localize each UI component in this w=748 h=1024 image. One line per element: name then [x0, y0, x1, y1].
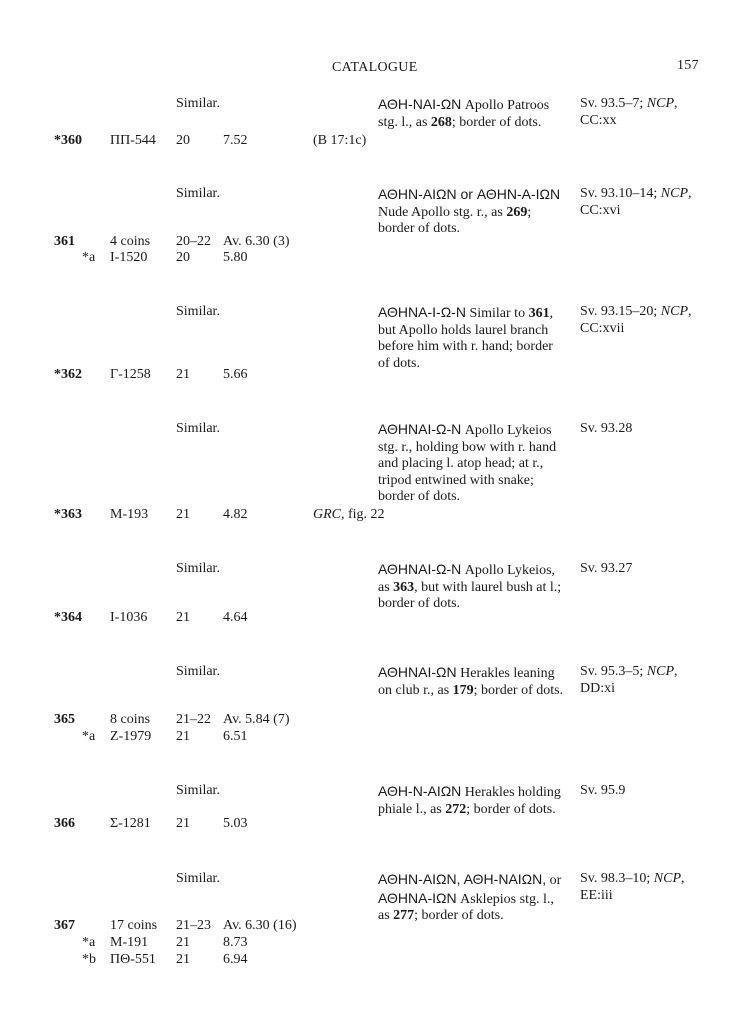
coin-description: ΑΘΗ-Ν-ΑΙΩΝ Herakles holding phiale l., as 272; border of dots. — [378, 783, 561, 817]
diameter: 21 — [176, 367, 190, 382]
coin-count: 4 coins — [110, 234, 151, 249]
coin-legend: ΑΘΗΝ-ΑΙΩΝ or ΑΘΗΝ-Α-ΙΩΝ — [378, 186, 561, 202]
cross-reference: 272 — [445, 801, 467, 817]
catalogue-number: *362 — [54, 367, 82, 382]
diameter: 21–22 — [176, 712, 211, 727]
cross-reference: 269 — [506, 204, 528, 220]
diameter: 20–22 — [176, 234, 211, 249]
inventory-id: Μ-191 — [110, 935, 149, 950]
similar-label: Similar. — [176, 783, 220, 798]
inventory-id: Σ-1281 — [110, 816, 151, 831]
diameter: 21 — [176, 816, 190, 831]
catalogue-number: 367 — [54, 918, 75, 933]
reference: Sv. 98.3–10; NCP, EE:iii — [580, 871, 685, 903]
weight: 4.82 — [223, 507, 248, 522]
coin-description: ΑΘΗΝΑ-Ι-Ω-Ν Similar to 361, but Apollo holds laurel branch before him with r. hand; border of dots. — [378, 304, 554, 371]
reference: Sv. 93.15–20; NCP, CC:xvii — [580, 304, 692, 336]
catalogue-number: 361 — [54, 234, 75, 249]
inventory-id: Ι-1036 — [110, 610, 148, 625]
coin-legend: ΑΘΗΝΑ-ΙΩΝ — [378, 889, 457, 906]
sub-letter: *a — [82, 935, 96, 950]
weight: Av. 5.84 (7) — [223, 712, 290, 727]
similar-label: Similar. — [176, 304, 220, 319]
coin-description: ΑΘΗΝΑΙ-Ω-Ν Apollo Lykeios stg. r., holding bow with r. hand and placing l. atop head; at r., tripod entwined with snake; border of dots. — [378, 421, 557, 504]
reference: Sv. 95.3–5; NCP, DD:xi — [580, 664, 678, 696]
sub-letter: *a — [82, 729, 96, 744]
reference: Sv. 93.10–14; NCP, CC:xvi — [580, 186, 692, 218]
sub-letter: *a — [82, 250, 96, 265]
cross-reference: 179 — [452, 682, 474, 698]
coin-description: ΑΘΗ-ΝΑΙ-ΩΝ Apollo Patroos stg. l., as 268; border of dots. — [378, 96, 550, 130]
reference: Sv. 93.28 — [580, 421, 633, 436]
cross-reference: 363 — [393, 579, 415, 595]
weight: Av. 6.30 (16) — [223, 918, 297, 933]
diameter: 21 — [176, 935, 190, 950]
coin-legend: ΑΘΗΝΑΙ-Ω-Ν — [378, 561, 462, 577]
cross-reference: 361 — [528, 306, 550, 321]
coin-legend: ΑΘΗΝΑΙ-ΩΝ — [378, 664, 457, 680]
weight: 7.52 — [223, 133, 248, 148]
coin-description: ΑΘΗΝ-ΑΙΩΝ, ΑΘΗ-ΝΑΙΩΝ, or ΑΘΗΝΑ-ΙΩΝ Asklepios stg. l., as 277; border of dots. — [378, 871, 562, 923]
similar-label: Similar. — [176, 186, 220, 201]
weight: 6.94 — [223, 952, 248, 967]
diameter: 20 — [176, 250, 190, 265]
coin-legend: ΑΘΗ-Ν-ΑΙΩΝ — [378, 783, 462, 799]
weight: 5.03 — [223, 816, 248, 831]
sub-letter: *b — [82, 952, 96, 967]
weight: 5.80 — [223, 250, 248, 265]
inventory-id: ΠΠ-544 — [110, 133, 156, 148]
catalogue-number: 365 — [54, 712, 75, 727]
context-note: GRC, fig. 22 — [313, 507, 385, 522]
diameter: 21–23 — [176, 918, 211, 933]
weight: Av. 6.30 (3) — [223, 234, 290, 249]
diameter: 20 — [176, 133, 190, 148]
coin-description: ΑΘΗΝΑΙ-Ω-Ν Apollo Lykeios, as 363, but with laurel bush at l.; border of dots. — [378, 561, 562, 611]
catalogue-number: *363 — [54, 507, 82, 522]
similar-label: Similar. — [176, 664, 220, 679]
coin-legend: ΑΘΗΝ-ΑΙΩΝ, ΑΘΗ-ΝΑΙΩΝ, — [378, 871, 547, 887]
weight: 4.64 — [223, 610, 248, 625]
similar-label: Similar. — [176, 561, 220, 576]
weight: 8.73 — [223, 935, 248, 950]
similar-label: Similar. — [176, 96, 220, 111]
inventory-id: ΠΘ-551 — [110, 952, 156, 967]
coin-count: 17 coins — [110, 918, 158, 933]
page-number: 157 — [677, 58, 699, 73]
coin-legend: ΑΘΗ-ΝΑΙ-ΩΝ — [378, 96, 462, 112]
coin-legend: ΑΘΗΝΑΙ-Ω-Ν — [378, 421, 462, 437]
reference: Sv. 95.9 — [580, 783, 626, 798]
diameter: 21 — [176, 952, 190, 967]
inventory-id: Ζ-1979 — [110, 729, 152, 744]
inventory-id: Ι-1520 — [110, 250, 148, 265]
running-header: CATALOGUE — [332, 60, 418, 75]
coin-legend: ΑΘΗΝΑ-Ι-Ω-Ν — [378, 304, 466, 320]
catalogue-number: 366 — [54, 816, 75, 831]
inventory-id: Μ-193 — [110, 507, 149, 522]
coin-description: ΑΘΗΝ-ΑΙΩΝ or ΑΘΗΝ-Α-ΙΩΝ Nude Apollo stg. r., as 269; border of dots. — [378, 186, 561, 236]
catalogue-number: *364 — [54, 610, 82, 625]
diameter: 21 — [176, 610, 190, 625]
weight: 6.51 — [223, 729, 248, 744]
weight: 5.66 — [223, 367, 248, 382]
context-note: (B 17:1c) — [313, 133, 367, 148]
reference: Sv. 93.27 — [580, 561, 633, 576]
similar-label: Similar. — [176, 421, 220, 436]
reference: Sv. 93.5–7; NCP, CC:xx — [580, 96, 678, 128]
similar-label: Similar. — [176, 871, 220, 886]
inventory-id: Γ-1258 — [110, 367, 151, 382]
coin-count: 8 coins — [110, 712, 151, 727]
cross-reference: 268 — [430, 114, 452, 130]
coin-description: ΑΘΗΝΑΙ-ΩΝ Herakles leaning on club r., as 179; border of dots. — [378, 664, 564, 698]
diameter: 21 — [176, 507, 190, 522]
diameter: 21 — [176, 729, 190, 744]
catalogue-number: *360 — [54, 133, 82, 148]
cross-reference: 277 — [393, 908, 415, 923]
